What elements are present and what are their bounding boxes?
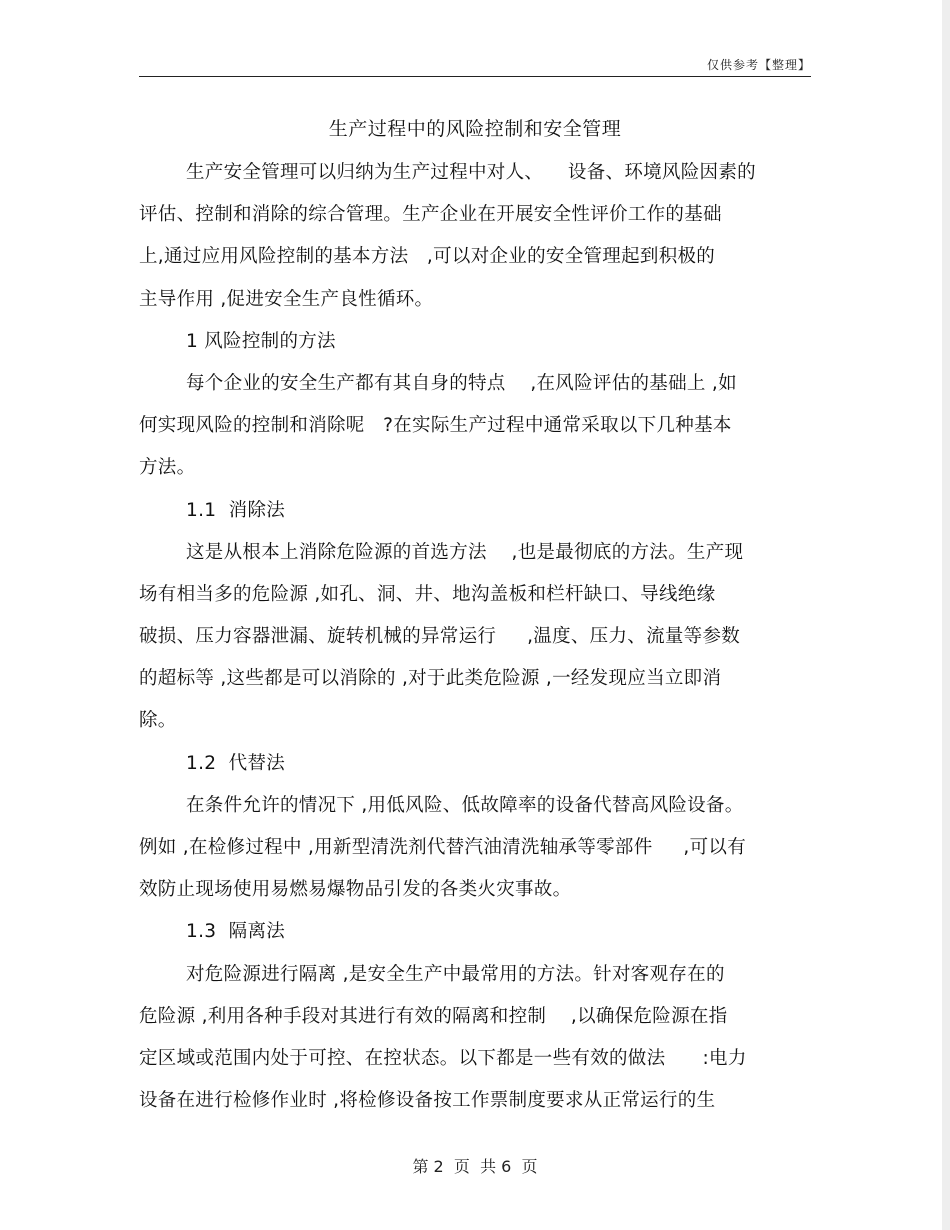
text-line: 场有相当多的危险源 ,如孔、洞、井、地沟盖板和栏杆缺口、导线绝缘 <box>139 583 716 605</box>
section-heading: 1.2 代替法 <box>186 752 286 774</box>
text-line: 除。 <box>139 710 177 732</box>
document-title: 生产过程中的风险控制和安全管理 <box>328 118 622 140</box>
text-line: 的超标等 ,这些都是可以消除的 ,对于此类危险源 ,一经发现应当立即消 <box>139 668 722 690</box>
page-edge <box>942 0 950 1230</box>
text-line: 方法。 <box>139 457 196 479</box>
text-line: 在条件允许的情况下 ,用低风险、低故障率的设备代替高风险设备。 <box>186 794 744 816</box>
text-line: 每个企业的安全生产都有其自身的特点 ,在风险评估的基础上 ,如 <box>186 372 737 394</box>
text-line: 设备在进行检修作业时 ,将检修设备按工作票制度要求从正常运行的生 <box>139 1090 716 1112</box>
text-line: 主导作用 ,促进安全生产良性循环。 <box>139 288 434 310</box>
text-line: 定区域或范围内处于可控、在控状态。以下都是一些有效的做法 :电力 <box>139 1047 747 1069</box>
text-line: 上,通过应用风险控制的基本方法 ,可以对企业的安全管理起到积极的 <box>139 246 716 268</box>
text-line: 破损、压力容器泄漏、旋转机械的异常运行 ,温度、压力、流量等参数 <box>139 626 741 648</box>
header-note: 仅供参考【整理】 <box>706 58 811 72</box>
text-line: 何实现风险的控制和消除呢 ?在实际生产过程中通常采取以下几种基本 <box>139 415 732 437</box>
text-line: 这是从根本上消除危险源的首选方法 ,也是最彻底的方法。生产现 <box>186 541 744 563</box>
header-rule <box>139 76 811 77</box>
page-footer: 第 2 页 共 6 页 <box>412 1157 538 1176</box>
text-line: 效防止现场使用易燃易爆物品引发的各类火灾事故。 <box>139 879 572 901</box>
text-line: 危险源 ,利用各种手段对其进行有效的隔离和控制 ,以确保危险源在指 <box>139 1005 728 1027</box>
text-line: 生产安全管理可以归纳为生产过程中对人、 设备、环境风险因素的 <box>186 162 756 183</box>
section-heading: 1.1 消除法 <box>186 499 286 521</box>
document-body <box>139 152 803 1122</box>
text-line: 对危险源进行隔离 ,是安全生产中最常用的方法。针对客观存在的 <box>186 963 725 985</box>
section-heading: 1 风险控制的方法 <box>186 330 336 352</box>
section-heading: 1.3 隔离法 <box>186 921 286 943</box>
text-line: 评估、控制和消除的综合管理。生产企业在开展安全性评价工作的基础 <box>139 204 722 226</box>
text-line: 例如 ,在检修过程中 ,用新型清洗剂代替汽油清洗轴承等零部件 ,可以有 <box>139 837 747 858</box>
